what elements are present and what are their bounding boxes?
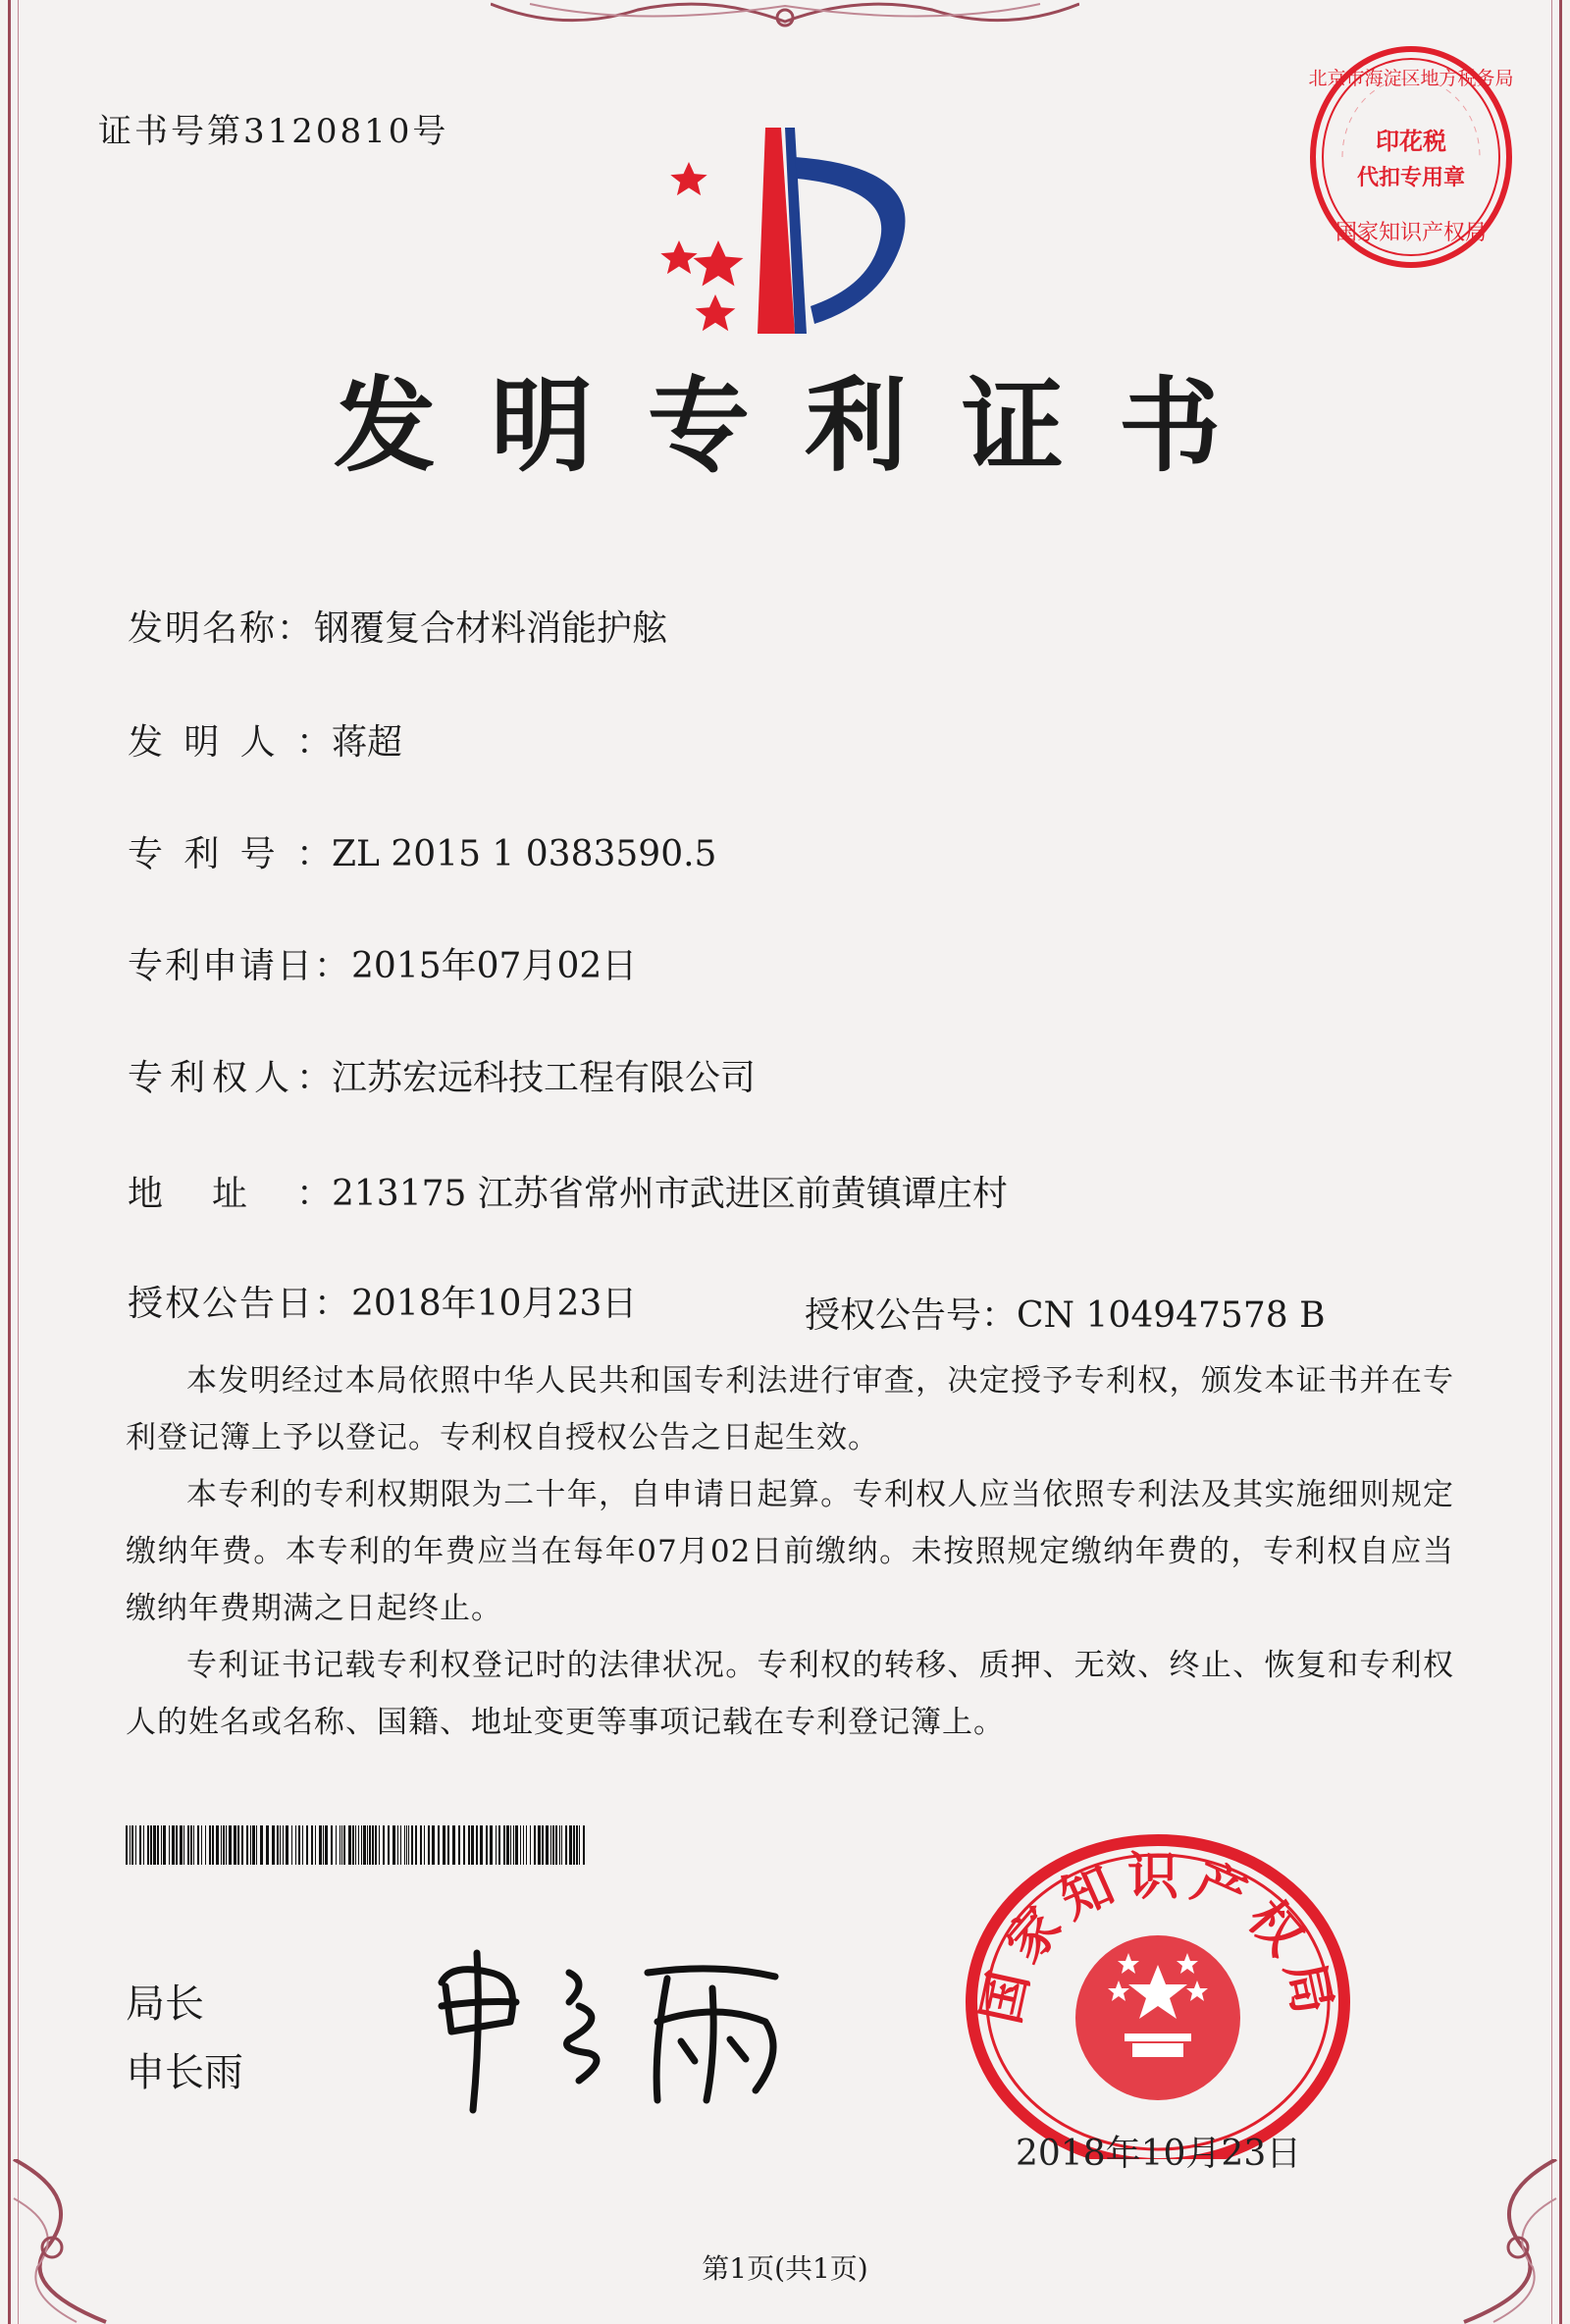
field-grant-pub-no bbox=[805, 1288, 1326, 1338]
field-address bbox=[128, 1166, 1008, 1216]
filing-date-label: 专利申请日： bbox=[128, 946, 352, 986]
bottom-left-ornament bbox=[8, 2159, 116, 2324]
seal-date: 2018年10月23日 bbox=[1016, 2134, 1302, 2174]
director-name: 申长雨 bbox=[126, 2050, 243, 2095]
field-grant-date bbox=[128, 1276, 637, 1326]
patent-no-value: ZL 2015 1 0383590.5 bbox=[332, 834, 717, 874]
certificate-number: 证书号第3120810号 bbox=[98, 112, 449, 151]
filing-date-value: 2015年07月02日 bbox=[351, 946, 638, 986]
field-patentee bbox=[128, 1050, 756, 1100]
inventor-label: 发明人： bbox=[128, 722, 332, 763]
field-filing-date bbox=[128, 938, 637, 988]
field-invention-name bbox=[128, 601, 667, 651]
field-patent-no bbox=[128, 826, 716, 876]
tax-seal-outer-text: 北京市海淀区地方税务局 bbox=[1308, 68, 1514, 89]
patentee-label: 专利权人： bbox=[128, 1058, 332, 1098]
field-inventor bbox=[128, 714, 402, 765]
page-footer: 第1页(共1页) bbox=[702, 2252, 868, 2285]
inventor-value: 蒋超 bbox=[332, 722, 403, 763]
barcode bbox=[126, 1825, 585, 1865]
director-signature bbox=[422, 1943, 814, 2120]
address-value: 213175 江苏省常州市武进区前黄镇谭庄村 bbox=[332, 1174, 1008, 1214]
certificate-title: 发明专利证书 bbox=[333, 365, 1276, 486]
patent-no-label: 专利号： bbox=[128, 834, 332, 874]
tax-seal-inner-1: 印花税 bbox=[1376, 127, 1446, 155]
tax-seal-bottom-text: 国家知识产权局 bbox=[1334, 221, 1488, 245]
invention-name-label: 发明名称： bbox=[128, 608, 315, 649]
body-paragraph-3: 专利证书记载专利权登记时的法律状况。专利权的转移、质押、无效、终止、恢复和专利权人的姓名或名称、国籍、地址变更等事项记载在专利登记簿上。 bbox=[126, 1648, 1454, 1740]
address-label: 地址： bbox=[128, 1174, 332, 1214]
tax-stamp-seal bbox=[1303, 39, 1519, 275]
tax-seal-inner-2: 代扣专用章 bbox=[1356, 165, 1466, 190]
body-paragraph-1: 本发明经过本局依照中华人民共和国专利法进行审查，决定授予专利权，颁发本证书并在专利登记簿上予以登记。专利权自授权公告之日起生效。 bbox=[126, 1363, 1454, 1455]
grant-date-value: 2018年10月23日 bbox=[351, 1284, 638, 1324]
big-seal-text: 国家知识产权局 bbox=[970, 1847, 1345, 2030]
body-paragraph-2: 本专利的专利权期限为二十年，自申请日起算。专利权人应当依照专利法及其实施细则规定缴纳年费。本专利的年费应当在每年07月02日前缴纳。未按照规定缴纳年费的，专利权自应当缴纳年费期满之日起终止。 bbox=[126, 1477, 1454, 1626]
grant-pub-no-value: CN 104947578 B bbox=[1017, 1295, 1326, 1336]
patent-office-emblem-icon bbox=[648, 128, 942, 343]
bottom-right-ornament bbox=[1454, 2159, 1562, 2324]
invention-name-value: 钢覆复合材料消能护舷 bbox=[314, 608, 668, 649]
grant-date-label: 授权公告日： bbox=[128, 1284, 352, 1324]
patentee-value: 江苏宏远科技工程有限公司 bbox=[332, 1058, 757, 1098]
director-title: 局长 bbox=[126, 1981, 204, 2027]
top-ornament bbox=[491, 0, 1079, 35]
grant-pub-no-label: 授权公告号： bbox=[805, 1295, 1018, 1336]
certificate-body bbox=[126, 1352, 1454, 1751]
national-ip-office-seal bbox=[962, 1825, 1354, 2159]
